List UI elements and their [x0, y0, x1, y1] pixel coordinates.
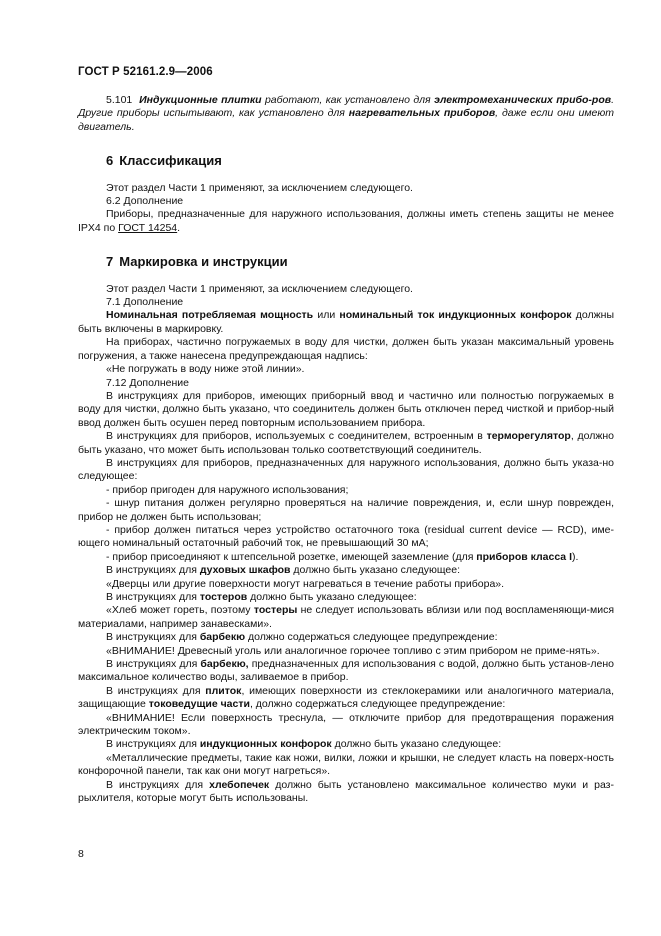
list-item — [78, 551, 614, 564]
document-code-header: ГОСТ Р 52161.2.9—2006 — [78, 66, 213, 78]
section-number: 7 — [106, 254, 114, 270]
paragraph-text: В инструкциях для — [106, 591, 200, 603]
paragraph-text: должно быть указано следующее: — [290, 564, 460, 577]
paragraph-text: В инструкциях для — [106, 564, 200, 577]
paragraph-text: «Хлеб может гореть, поэтому — [106, 604, 254, 617]
paragraph: В инструкциях для приборов, имеющих приборный ввод и частично или полностью погружаемых в воду для чистки, должно быть указано, что соединитель должен быть отключен перед чисткой и прибор-ный ввод должен быть осушен перед повторным использованием прибора. — [78, 389, 614, 429]
term-barbecues: барбекю — [199, 631, 246, 644]
paragraph — [78, 564, 614, 577]
term-toasters: тостеров — [199, 591, 248, 603]
paragraph — [78, 658, 614, 685]
section-title: Классификация — [119, 153, 222, 169]
subclause-6-2-text — [78, 208, 614, 235]
paragraph — [78, 631, 614, 644]
term-toasters: тостеры — [253, 604, 298, 617]
subclause-7-12-heading: 7.12 Дополнение — [106, 376, 189, 389]
paragraph — [78, 430, 614, 457]
warning-quote: «Не погружать в воду ниже этой линии». — [106, 363, 305, 376]
paragraph-text: ). — [571, 550, 579, 563]
term-barbecues: барбекю, — [200, 658, 249, 671]
term-induction-cooking-zones: индукционных конфорок — [199, 738, 332, 751]
subclause-6-2-heading: 6.2 Дополнение — [106, 195, 184, 208]
list-item: - шнур питания должен регулярно проверяться на наличие повреждения, и, если шнур поврежден, прибор не должен быть использован; — [78, 497, 614, 523]
term-bread-makers: хлебопечек — [209, 778, 270, 791]
warning-quote: «Металлические предметы, такие как ножи, вилки, ложки и крышки, не следует класть на поверх-ность конфорочной панели, так как они могут нагреться». — [78, 751, 614, 778]
warning-quote: «ВНИМАНИЕ! Если поверхность треснула, — отключите прибор для предотвращения поражения электрическим током». — [78, 711, 614, 738]
clause-text: , даже если они имеют двигатель. — [78, 107, 614, 133]
paragraph-text: В инструкциях для — [106, 738, 200, 751]
term-class-i: приборов класса I — [476, 550, 572, 563]
term-ovens: духовых шкафов — [199, 564, 291, 577]
paragraph-text: не следует использовать вблизи или под воспламеняющи-мися материалами, например занавесками». — [78, 604, 615, 630]
term-heating-appliances: нагревательных приборов — [348, 107, 496, 120]
clause-text: работают, как установлено для — [261, 94, 435, 106]
paragraph-text: . — [177, 221, 181, 234]
paragraph-text: В инструкциях для — [106, 778, 210, 791]
paragraph-text: должно содержаться следующее предупреждение: — [245, 631, 498, 644]
paragraph: На приборах, частично погружаемых в воду для чистки, должен быть указан максимальный уровень погружения, а также нанесена предупреждающая надпись: — [78, 336, 614, 362]
paragraph — [78, 591, 614, 604]
term-rated-power: Номинальная потребляемая мощность — [106, 309, 314, 322]
paragraph-text: или — [313, 309, 340, 322]
paragraph-text: должно быть указано следующее: — [331, 738, 502, 751]
term-motor-operated: электромеханических прибо-ров — [434, 94, 612, 106]
warning-quote: «ВНИМАНИЕ! Древесный уголь или аналогичное горючее топливо с этим прибором не приме-нять». — [106, 644, 600, 657]
paragraph-text: Приборы, предназначенные для наружного использования, должны иметь степень защиты не менее IPX4 по — [78, 208, 614, 234]
paragraph-text: В инструкциях для — [106, 658, 201, 671]
paragraph-text: , должно содержаться следующее предупреждение: — [249, 698, 506, 711]
section-number: 6 — [106, 153, 114, 169]
term-live-parts: токоведущие части — [148, 698, 250, 711]
paragraph: В инструкциях для приборов, предназначенных для наружного использования, должно быть указа-но следующее: — [78, 456, 614, 483]
document-body — [78, 94, 614, 806]
term-induction-hobs: Индукционные плитки — [139, 94, 262, 106]
paragraph — [78, 738, 614, 751]
list-item: - прибор должен питаться через устройство остаточного тока (residual current device — RCD), име-ющего номинальный остаточный рабочий ток, не превышающий 30 мА; — [78, 523, 614, 550]
clause-number: 5.101 — [106, 94, 133, 106]
clause-5-101 — [78, 94, 614, 134]
paragraph-text: - прибор присоединяют к штепсельной розетке, имеющей заземление (для — [106, 550, 477, 563]
page-number: 8 — [78, 848, 84, 860]
paragraph — [78, 779, 614, 806]
paragraph-text: В инструкциях для — [106, 684, 206, 697]
paragraph-text: должно быть указано следующее: — [247, 591, 417, 603]
paragraph — [78, 309, 614, 336]
subclause-7-1-heading: 7.1 Дополнение — [106, 296, 184, 309]
paragraph-text: , должно быть указано, что может быть использован только соответствующий соединитель. — [78, 430, 614, 456]
paragraph-text: должны быть включены в маркировку. — [78, 309, 614, 335]
section-6-heading — [78, 154, 614, 167]
term-thermostat: терморегулятор — [486, 430, 571, 443]
paragraph-text: В инструкциях для приборов, используемых с соединителем, встроенным в — [106, 430, 487, 443]
term-hobs: плиток — [205, 684, 242, 697]
warning-quote — [78, 604, 614, 631]
term-rated-current: номинальный ток индукционных конфорок — [339, 309, 572, 322]
section-title: Маркировка и инструкции — [119, 254, 288, 270]
section-7-heading — [78, 255, 614, 268]
paragraph-text: предназначенных для использования с водой, должно быть установ-лено максимальное количество воды, заливаемое в прибор. — [78, 658, 614, 684]
paragraph — [78, 685, 614, 712]
paragraph-text: , имеющих поверхности из стеклокерамики или аналогичного материала, защищающие — [78, 684, 614, 711]
section-7-intro: Этот раздел Части 1 применяют, за исключением следующего. — [106, 282, 413, 295]
warning-quote: «Дверцы или другие поверхности могут нагреваться в течение работы прибора». — [106, 577, 505, 590]
gost-14254-link[interactable]: ГОСТ 14254 — [118, 221, 178, 234]
paragraph-text: должно быть установлено максимальное количество муки и раз-рыхлителя, которые могут быть использованы. — [78, 778, 614, 805]
list-item: - прибор пригоден для наружного использования; — [106, 483, 349, 496]
paragraph-text: В инструкциях для — [106, 631, 200, 644]
section-6-intro: Этот раздел Части 1 применяют, за исключением следующего. — [106, 181, 413, 194]
clause-text: . Другие приборы испытывают, как установлено для — [78, 94, 615, 120]
